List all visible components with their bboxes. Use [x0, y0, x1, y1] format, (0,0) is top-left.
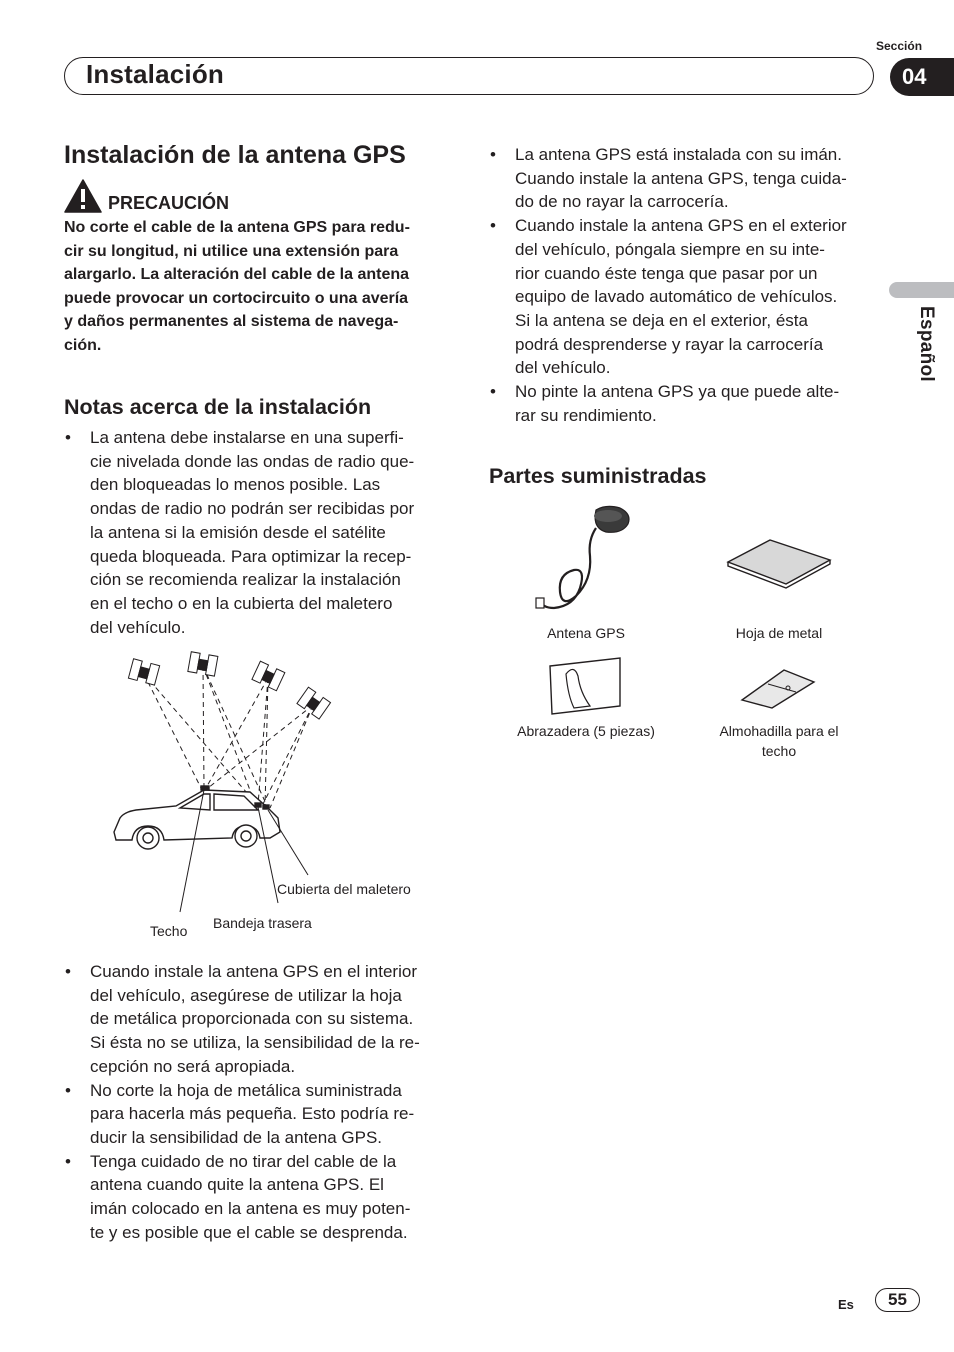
trunk-label: Cubierta del maletero — [277, 881, 411, 897]
warning-icon — [64, 179, 102, 213]
rear-tray-label: Bandeja trasera — [213, 915, 312, 931]
section-label: Sección — [876, 39, 923, 53]
list-item: • Tenga cuidado de no tirar del cable de la antena cuando quite la antena GPS. El imán colocado en la antena es muy poten- te y es posible que el cable se desprenda. — [64, 1150, 464, 1245]
page-title: Instalación de la antena GPS — [64, 141, 406, 169]
right-bullet-list — [489, 143, 889, 427]
notes-bullet-list-2 — [64, 960, 464, 1244]
gps-antenna-icon — [530, 500, 640, 618]
language-label: Español — [916, 306, 937, 383]
satellite-icon — [252, 661, 285, 691]
antenna-caption: Antena GPS — [547, 625, 625, 641]
roof-pad-icon — [738, 664, 818, 710]
list-item: • La antena debe instalarse en una superfi- cie nivelada donde las ondas de radio que- den bloqueadas lo menos posible. Las ondas de radio no podrán ser recibidas por la antena si la emisión desde el satélite queda bloqueada. Para optimizar la recep- ción se recomienda realizar la instalación en el techo o en la cubierta del maletero del vehículo. — [64, 426, 464, 639]
satellite-icon — [128, 659, 159, 685]
clamp-icon — [546, 656, 626, 718]
car-icon — [114, 786, 280, 849]
notes-bullet-list — [64, 426, 464, 639]
list-item: • No corte la hoja de metálica suministrada para hacerla más pequeña. Esto podría re- ducir la sensibilidad de la antena GPS. — [64, 1079, 464, 1150]
page-number: 55 — [875, 1288, 920, 1312]
notes-heading: Notas acerca de la instalación — [64, 395, 372, 419]
language-tab — [889, 282, 954, 298]
list-item: • No pinte la antena GPS ya que puede alte- rar su rendimiento. — [489, 380, 889, 427]
metal-sheet-icon — [724, 534, 834, 594]
gps-signal-illustration — [100, 650, 460, 950]
parts-heading: Partes suministradas — [489, 464, 707, 488]
clamp-caption: Abrazadera (5 piezas) — [517, 723, 655, 739]
list-item: • La antena GPS está instalada con su imán. Cuando instale la antena GPS, tenga cuida- do de no rayar la carrocería. — [489, 143, 889, 214]
satellite-icon — [297, 687, 331, 719]
roof-label: Techo — [150, 923, 188, 939]
list-item: • Cuando instale la antena GPS en el exterior del vehículo, póngala siempre en su inte- rior cuando éste tenga que pasar por un equipo de lavado automático de vehículos. Si la antena se deja en el exterior, ésta podrá desprenderse y rayar la carrocería del vehículo. — [489, 214, 889, 380]
list-item: • Cuando instale la antena GPS en el interior del vehículo, asegúrese de utilizar la hoja de metálica proporcionada con su sistema. Si ésta no se utiliza, la sensibilidad de la re- cepción no será apropiada. — [64, 960, 464, 1079]
metal-sheet-caption: Hoja de metal — [735, 625, 823, 641]
caution-text: No corte el cable de la antena GPS para redu- cir su longitud, ni utilice una extensión para alargarlo. La alteración del cable de la antena puede provocar un cortocircuito o una avería y daños permanentes al sistema de navega- ción. — [64, 219, 410, 354]
section-number-badge: 04 — [890, 58, 954, 96]
language-code: Es — [838, 1297, 854, 1312]
satellite-icon — [188, 652, 218, 676]
roof-pad-caption: Almohadilla para el techo — [719, 723, 839, 759]
caution-title: PRECAUCIÓN — [108, 193, 230, 213]
header-title: Instalación — [86, 59, 225, 89]
